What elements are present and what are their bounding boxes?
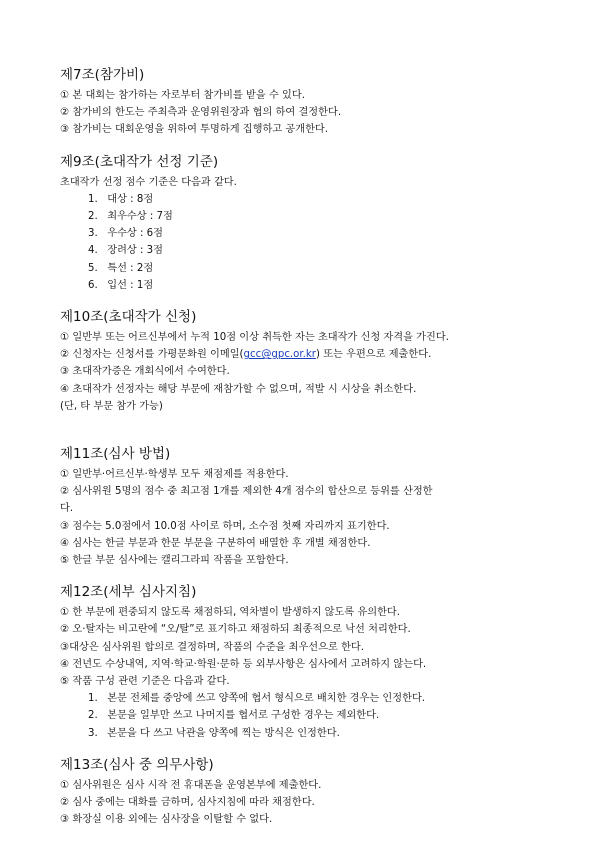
section-article-13 (60, 756, 550, 829)
score-item: 1. 대상 : 8점 (88, 193, 154, 205)
score-item: 3. 우수상 : 6점 (88, 228, 164, 240)
article-7-item-3: ③ 참가비는 대회운영을 위하여 투명하게 집행하고 공개한다. (60, 124, 328, 136)
article-13-item-2: ② 심사 중에는 대화를 금하며, 심사지침에 따라 채점한다. (60, 797, 315, 809)
article-12-item-1: ① 한 부문에 편중되지 않도록 채점하되, 역차별이 발생하지 않도록 유의한다. (60, 607, 400, 619)
article-11-item-4: ④ 심사는 한글 부문과 한문 부문을 구분하여 배열한 후 개별 채점한다. (60, 537, 371, 549)
score-item: 4. 장려상 : 3점 (88, 245, 164, 257)
article-13-title: 제13조(심사 중 의무사항) (60, 756, 214, 773)
section-article-11 (60, 445, 550, 569)
article-9-intro: 초대작가 선정 점수 기준은 다음과 같다. (60, 176, 237, 188)
article-10-item-1: ① 일반부 또는 어르신부에서 누적 10점 이상 취득한 자는 초대작가 신청 자격을 가진다. (60, 332, 449, 344)
article-12-item-2: ② 오·탈자는 비고란에 “오/탈”로 표기하고 채점하되 최종적으로 낙선 처리한다. (60, 624, 411, 636)
article-11-item-5: ⑤ 한글 부문 심사에는 캘리그라피 작품을 포함한다. (60, 555, 289, 567)
score-item: 5. 특선 : 2점 (88, 262, 154, 274)
article-11-item-3: ③ 점수는 5.0점에서 10.0점 사이로 하며, 소수점 첫째 자리까지 표기한다. (60, 520, 390, 532)
article-13-item-3: ③ 화장실 이용 외에는 심사장을 이탈할 수 없다. (60, 814, 273, 826)
composition-rule: 2. 본문을 일부만 쓰고 나머지를 협서로 구성한 경우는 제외한다. (88, 710, 380, 722)
article-10-item-2: ② 신청자는 신청서를 가평문화원 이메일(gcc@gpc.or.kr) 또는 우편으로 제출한다. (60, 349, 432, 361)
article-10-item-4: ④ 초대작가 선정자는 해당 부문에 재참가할 수 없으며, 적발 시 시상을 취소한다. (60, 383, 417, 395)
article-10-item-3: ③ 초대작가증은 개회식에서 수여한다. (60, 366, 230, 378)
article-12-item-4: ④ 전년도 수상내역, 지역·학교·학원·문하 등 외부사항은 심사에서 고려하지 않는다. (60, 658, 427, 670)
article-13-item-1: ① 심사위원은 심사 시작 전 휴대폰을 운영본부에 제출한다. (60, 779, 322, 791)
article-10-title: 제10조(초대작가 신청) (60, 309, 197, 326)
article-9-title: 제9조(초대작가 선정 기준) (60, 153, 219, 170)
article-11-item-2-cont: 다. (60, 503, 74, 515)
article-7-item-2: ② 참가비의 한도는 주최측과 운영위원장과 협의 하여 결정한다. (60, 107, 342, 119)
section-article-12 (60, 583, 550, 742)
article-11-item-1: ① 일반부·어르신부·학생부 모두 채점제를 적용한다. (60, 469, 289, 481)
article-12-title: 제12조(세부 심사지침) (60, 584, 197, 601)
section-article-9 (60, 153, 550, 294)
section-article-7 (60, 66, 550, 139)
composition-rule: 1. 본문 전체를 중앙에 쓰고 양쪽에 협서 형식으로 배치한 경우는 인정한다. (88, 693, 426, 705)
section-article-10 (60, 308, 550, 415)
article-7-item-1: ① 본 대회는 참가하는 자로부터 참가비를 받을 수 있다. (60, 90, 305, 101)
email-link[interactable]: gcc@gpc.or.kr (243, 349, 316, 361)
score-item: 2. 최우수상 : 7점 (88, 211, 173, 223)
article-11-item-2: ② 심사위원 5명의 점수 중 최고점 1개를 제외한 4개 점수의 합산으로 등위를 산정한 (60, 486, 433, 498)
article-12-item-3: ③대상은 심사위원 합의로 결정하며, 작품의 수준을 최우선으로 한다. (60, 641, 364, 653)
composition-rule: 3. 본문을 다 쓰고 낙관을 양쪽에 찍는 방식은 인정한다. (88, 727, 340, 739)
article-11-title: 제11조(심사 방법) (60, 446, 171, 463)
document-page (60, 66, 550, 829)
score-item: 6. 입선 : 1점 (88, 279, 154, 291)
article-7-title: 제7조(참가비) (60, 67, 145, 83)
article-10-note: (단, 타 부문 참가 가능) (60, 400, 163, 412)
article-12-item-5: ⑤ 작품 구성 관련 기준은 다음과 같다. (60, 676, 230, 688)
